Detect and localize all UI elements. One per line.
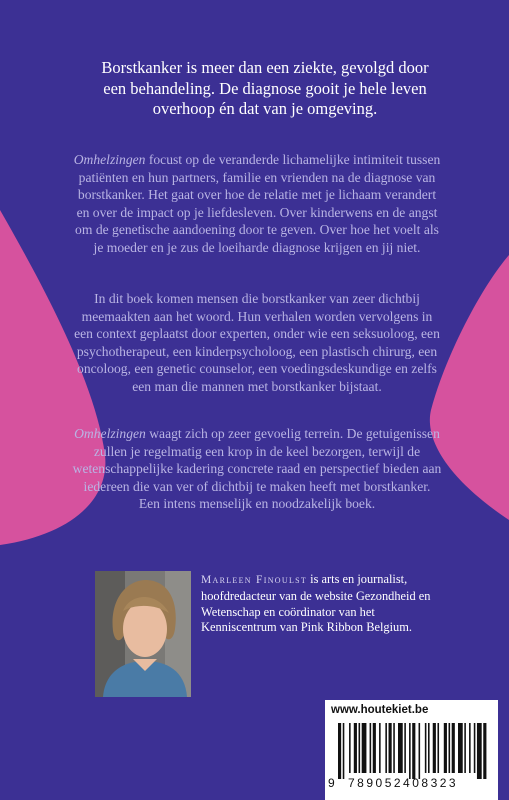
barcode-bar [338, 723, 341, 779]
author-photo [95, 571, 191, 697]
pink-shape-right [419, 0, 509, 800]
barcode-bar [477, 723, 482, 779]
barcode-bar [458, 723, 463, 773]
barcode-bar [343, 723, 345, 779]
barcode-bar [398, 723, 403, 773]
barcode-bar [428, 723, 430, 773]
barcode-bar [474, 723, 476, 773]
barcode-bar [452, 723, 455, 773]
barcode [338, 723, 488, 779]
barcode-bar [469, 723, 471, 773]
book-title-italic: Omhelzingen [74, 426, 146, 441]
paragraph-1 [72, 151, 442, 256]
barcode-bar [425, 723, 427, 773]
author-name: Marleen Finoulst [201, 574, 308, 586]
barcode-bar [437, 723, 439, 773]
paragraph-3 [72, 425, 442, 513]
book-title-italic: Omhelzingen [73, 152, 146, 167]
barcode-bar [359, 723, 361, 773]
isbn-first-digit: 9 [328, 776, 335, 790]
barcode-bar [444, 723, 447, 773]
barcode-bar [404, 723, 406, 773]
barcode-bar [354, 723, 357, 773]
barcode-bar [379, 723, 381, 773]
barcode-bar [362, 723, 367, 773]
intro-text: Borstkanker is meer dan een ziekte, gevolgd door een behandeling. De diagnose gooit je hele leven overhoop én dat van je omgeving. [101, 58, 429, 118]
paragraph-1-text: focust op de veranderde lichamelijke intimiteit tussen patiënten en hun partners, familie en vrienden na de diagnose van borstkanker. Het gaat over hoe de relatie met je lichaam verandert en over de impact op je liefdesleven. Over kinderwens en de angst om de genetische aandoening door te geven. Over hoe het voelt als je moeder en je zus de loeiharde diagnose krijgen en jij niet. [75, 152, 441, 255]
barcode-bar [409, 723, 411, 779]
isbn-number: 789052408323 [348, 776, 459, 790]
barcode-bar [393, 723, 395, 773]
paragraph-3-text: waagt zich op zeer gevoelig terrein. De getuigenissen zullen je regelmatig een krop in de keel bezorgen, terwijl de wetenschappelijke kadering concrete raad en perspectief bieden aan iedereen die van ver of dichtbij te maken heeft met borstkanker. Een intens menselijk en noodzakelijk boek. [72, 426, 442, 511]
barcode-bar [433, 723, 436, 773]
barcode-bar [385, 723, 387, 773]
pink-shape-left [0, 0, 110, 800]
author-bio-text: is arts en journalist, hoofdredacteur van de website Gezondheid en Wetenschap en coördinator van het Kenniscentrum van Pink Ribbon Belgium. [201, 572, 431, 635]
barcode-bar [419, 723, 421, 779]
author-bio [201, 572, 441, 636]
publisher-url: www.houtekiet.be [331, 704, 429, 716]
barcode-bar [464, 723, 466, 773]
paragraph-2: In dit boek komen mensen die borstkanker van zeer dichtbij meemaakten aan het woord. Hun verhalen worden vervolgens in een context geplaatst door experten, onder wie een seksuoloog, een psychotherapeut, een kinderpsycholoog, een plastisch chirurg, een oncoloog, een genetic counselor, een voedingsdeskundige en zelfs een man die mannen met borstkanker bijstaat. [74, 291, 440, 394]
barcode-bar [373, 723, 376, 773]
barcode-bar [449, 723, 451, 773]
barcode-bar [389, 723, 392, 773]
barcode-bar [349, 723, 351, 773]
barcode-bar [483, 723, 486, 779]
barcode-bar [412, 723, 415, 779]
barcode-bar [370, 723, 372, 773]
